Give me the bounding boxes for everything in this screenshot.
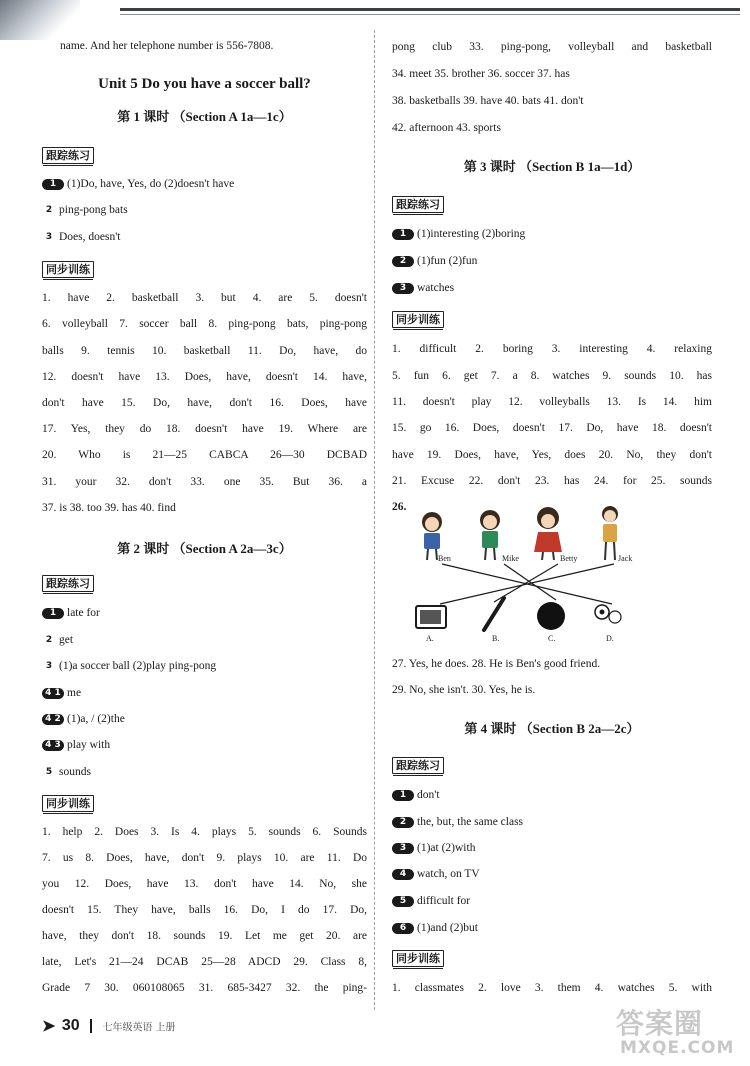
lesson1-title: 第 1 课时 （Section A 1a—1c） [117, 109, 292, 124]
page-number: 30 [61, 1017, 80, 1034]
answer-text: ping-pong bats [59, 204, 128, 216]
answer-text: don't [417, 789, 440, 801]
lesson4-title: 第 4 课时 （Section B 2a—2c） [464, 721, 640, 736]
answer-line: 11. doesn't play 12. volleyballs 13. Is 14. him [392, 396, 712, 408]
answer-text: watch, on TV [417, 868, 480, 880]
answer-line: 1. have 2. basketball 3. but 4. are 5. doesn't [42, 292, 367, 304]
answer-line: have, they don't 18. sounds 19. Let me get 20. are [42, 930, 367, 942]
person-figure [422, 512, 442, 560]
book-title: 七年级英语 上册 [102, 1022, 176, 1034]
lesson3-title: 第 3 课时 （Section B 1a—1d） [463, 159, 641, 174]
column-divider [374, 30, 376, 1010]
question-badge: 2 [392, 817, 414, 828]
answer-line [392, 867, 712, 881]
item-label: D. [606, 634, 614, 642]
watermark-text: 答案圈 [616, 1007, 704, 1040]
tracking-practice-label: 跟踪练习 [392, 757, 444, 774]
question-badge: 1 [392, 790, 414, 801]
answer-line [42, 765, 367, 779]
answer-line [42, 738, 367, 752]
answer-text: watches [417, 282, 455, 294]
answer-line [42, 606, 367, 620]
watermark [612, 1000, 740, 1062]
answer-line: doesn't 15. They have, balls 16. Do, I do 17. Do, [42, 904, 367, 916]
question-badge: 2 [392, 256, 414, 267]
sync-training-label: 同步训练 [42, 261, 94, 278]
person-name: Betty [560, 554, 578, 563]
question-badge: 5 [392, 896, 414, 907]
answer-line: 6. volleyball 7. soccer ball 8. ping-pong bats, ping-pong [42, 318, 367, 330]
soccer-ball-icon [595, 605, 621, 623]
sync-training-label: 同步训练 [42, 795, 94, 812]
answer-line: 34. meet 35. brother 36. soccer 37. has [392, 68, 570, 80]
sync-training-label: 同步训练 [392, 311, 444, 328]
answer-line: 21. Excuse 22. don't 23. has 24. for 25. sounds [392, 475, 712, 487]
question-badge: 5 [45, 767, 53, 777]
person-name: Mike [502, 554, 519, 563]
answer-line: late, Let's 21—24 DCAB 25—28 ADCD 29. Class 8, [42, 956, 367, 968]
person-name: Jack [618, 554, 633, 563]
answer-text: get [59, 634, 74, 646]
unit-title: Unit 5 Do you have a soccer ball? [98, 76, 311, 92]
answer-line [392, 894, 712, 908]
answer-line: 42. afternoon 43. sports [392, 122, 501, 134]
answer-line [42, 177, 367, 191]
question-badge: 3 [392, 283, 414, 294]
answer-line: 37. is 38. too 39. has 40. find [42, 502, 176, 514]
answer-line: balls 9. tennis 10. basketball 11. Do, have, do [42, 345, 367, 357]
answer-line: 1. classmates 2. love 3. them 4. watches 5. with [392, 982, 712, 994]
answer-text: me [67, 687, 82, 699]
answer-text: (1)fun (2)fun [417, 255, 478, 267]
person-figure [534, 507, 562, 560]
question-badge: 2 [45, 205, 53, 215]
question-badge: 3 [45, 661, 53, 671]
person-name: Ben [438, 554, 451, 563]
item-label: C. [548, 634, 556, 642]
header-decoration [0, 0, 750, 26]
answer-text: play with [67, 739, 111, 751]
continuation-line: name. And her telephone number is 556-7808. [60, 40, 274, 52]
header-rule [120, 8, 740, 11]
question-badge: 1 [392, 229, 414, 240]
footer-divider [90, 1019, 92, 1033]
answer-text: (1)at (2)with [417, 842, 476, 854]
lesson2-title: 第 2 课时 （Section A 2a—3c） [117, 541, 292, 556]
tracking-practice-label: 跟踪练习 [42, 575, 94, 592]
question-badge: 4 2 [42, 714, 64, 725]
answer-line: you 12. Does, have 13. don't have 14. No, she [42, 878, 367, 890]
answer-line [392, 788, 712, 802]
answer-line [392, 921, 712, 935]
answer-text: difficult for [417, 895, 471, 907]
answer-line [42, 230, 367, 244]
question-badge: 1 [42, 179, 64, 190]
answer-text: (1)Do, have, Yes, do (2)doesn't have [67, 178, 235, 190]
answer-line: 1. difficult 2. boring 3. interesting 4. relaxing [392, 343, 712, 355]
answer-line: 17. Yes, they do 18. doesn't have 19. Where are [42, 423, 367, 435]
answer-line [392, 254, 712, 268]
answer-line [392, 227, 712, 241]
answer-line: have 19. Does, have, Yes, does 20. No, they don't [392, 449, 712, 461]
answer-line [392, 281, 712, 295]
answer-line: 27. Yes, he does. 28. He is Ben's good friend. [392, 658, 601, 670]
question-badge: 6 [392, 923, 414, 934]
answer-line [42, 712, 367, 726]
sync-training-label: 同步训练 [392, 950, 444, 967]
tracking-practice-label: 跟踪练习 [392, 196, 444, 213]
tv-icon [416, 606, 446, 628]
answer-line: Grade 7 30. 060108065 31. 685-3427 32. the ping- [42, 982, 367, 994]
person-figure [480, 510, 500, 560]
answer-line: 29. No, she isn't. 30. Yes, he is. [392, 684, 536, 696]
basketball-icon [537, 602, 565, 630]
answer-text: (1)and (2)but [417, 922, 478, 934]
question-badge: 3 [392, 843, 414, 854]
answer-line: don't have 15. Do, have, don't 16. Does, have [42, 397, 367, 409]
answer-line: 20. Who is 21—25 CABCA 26—30 DCBAD [42, 449, 367, 461]
answer-line [392, 815, 712, 829]
question-badge: 4 3 [42, 740, 64, 751]
question-badge: 4 1 [42, 688, 64, 699]
page-footer [42, 1016, 175, 1036]
baseball-bat-icon [484, 598, 504, 630]
answer-line [392, 841, 712, 855]
answer-line [42, 203, 367, 217]
answer-text: (1)a, / (2)the [67, 713, 125, 725]
question-badge: 1 [42, 608, 64, 619]
answer-line: 12. doesn't have 13. Does, have, doesn't 14. have, [42, 371, 367, 383]
watermark-url: MXQE.COM [620, 1038, 735, 1058]
arrow-icon: ➤ [42, 1018, 56, 1035]
header-rule-thin [120, 14, 740, 15]
answer-line: 38. basketballs 39. have 40. bats 41. don't [392, 95, 584, 107]
answer-line: 15. go 16. Does, doesn't 17. Do, have 18. doesn't [392, 422, 712, 434]
item-label: A. [426, 634, 434, 642]
answer-line: 31. your 32. don't 33. one 35. But 36. a [42, 476, 367, 488]
answer-line: pong club 33. ping-pong, volleyball and basketball [392, 41, 712, 53]
tracking-practice-label: 跟踪练习 [42, 147, 94, 164]
question-badge: 3 [45, 232, 53, 242]
answer-text: sounds [59, 766, 91, 778]
question-26-label: 26. [392, 501, 407, 513]
person-figure [602, 506, 618, 560]
question-badge: 2 [45, 635, 53, 645]
answer-text: the, but, the same class [417, 816, 524, 828]
answer-text: late for [67, 607, 100, 619]
answer-line: 7. us 8. Does, have, don't 9. plays 10. are 11. Do [42, 852, 367, 864]
answer-text: Does, doesn't [59, 231, 121, 243]
answer-line [42, 686, 367, 700]
header-corner-graphic [0, 0, 80, 40]
answer-line [42, 659, 367, 673]
answer-text: (1)a soccer ball (2)play ping-pong [59, 660, 217, 672]
answer-line [42, 633, 367, 647]
matching-diagram [392, 500, 712, 642]
answer-line: 5. fun 6. get 7. a 8. watches 9. sounds 10. has [392, 370, 712, 382]
answer-text: (1)interesting (2)boring [417, 228, 526, 240]
item-label: B. [492, 634, 500, 642]
question-badge: 4 [392, 869, 414, 880]
answer-line: 1. help 2. Does 3. Is 4. plays 5. sounds 6. Sounds [42, 826, 367, 838]
